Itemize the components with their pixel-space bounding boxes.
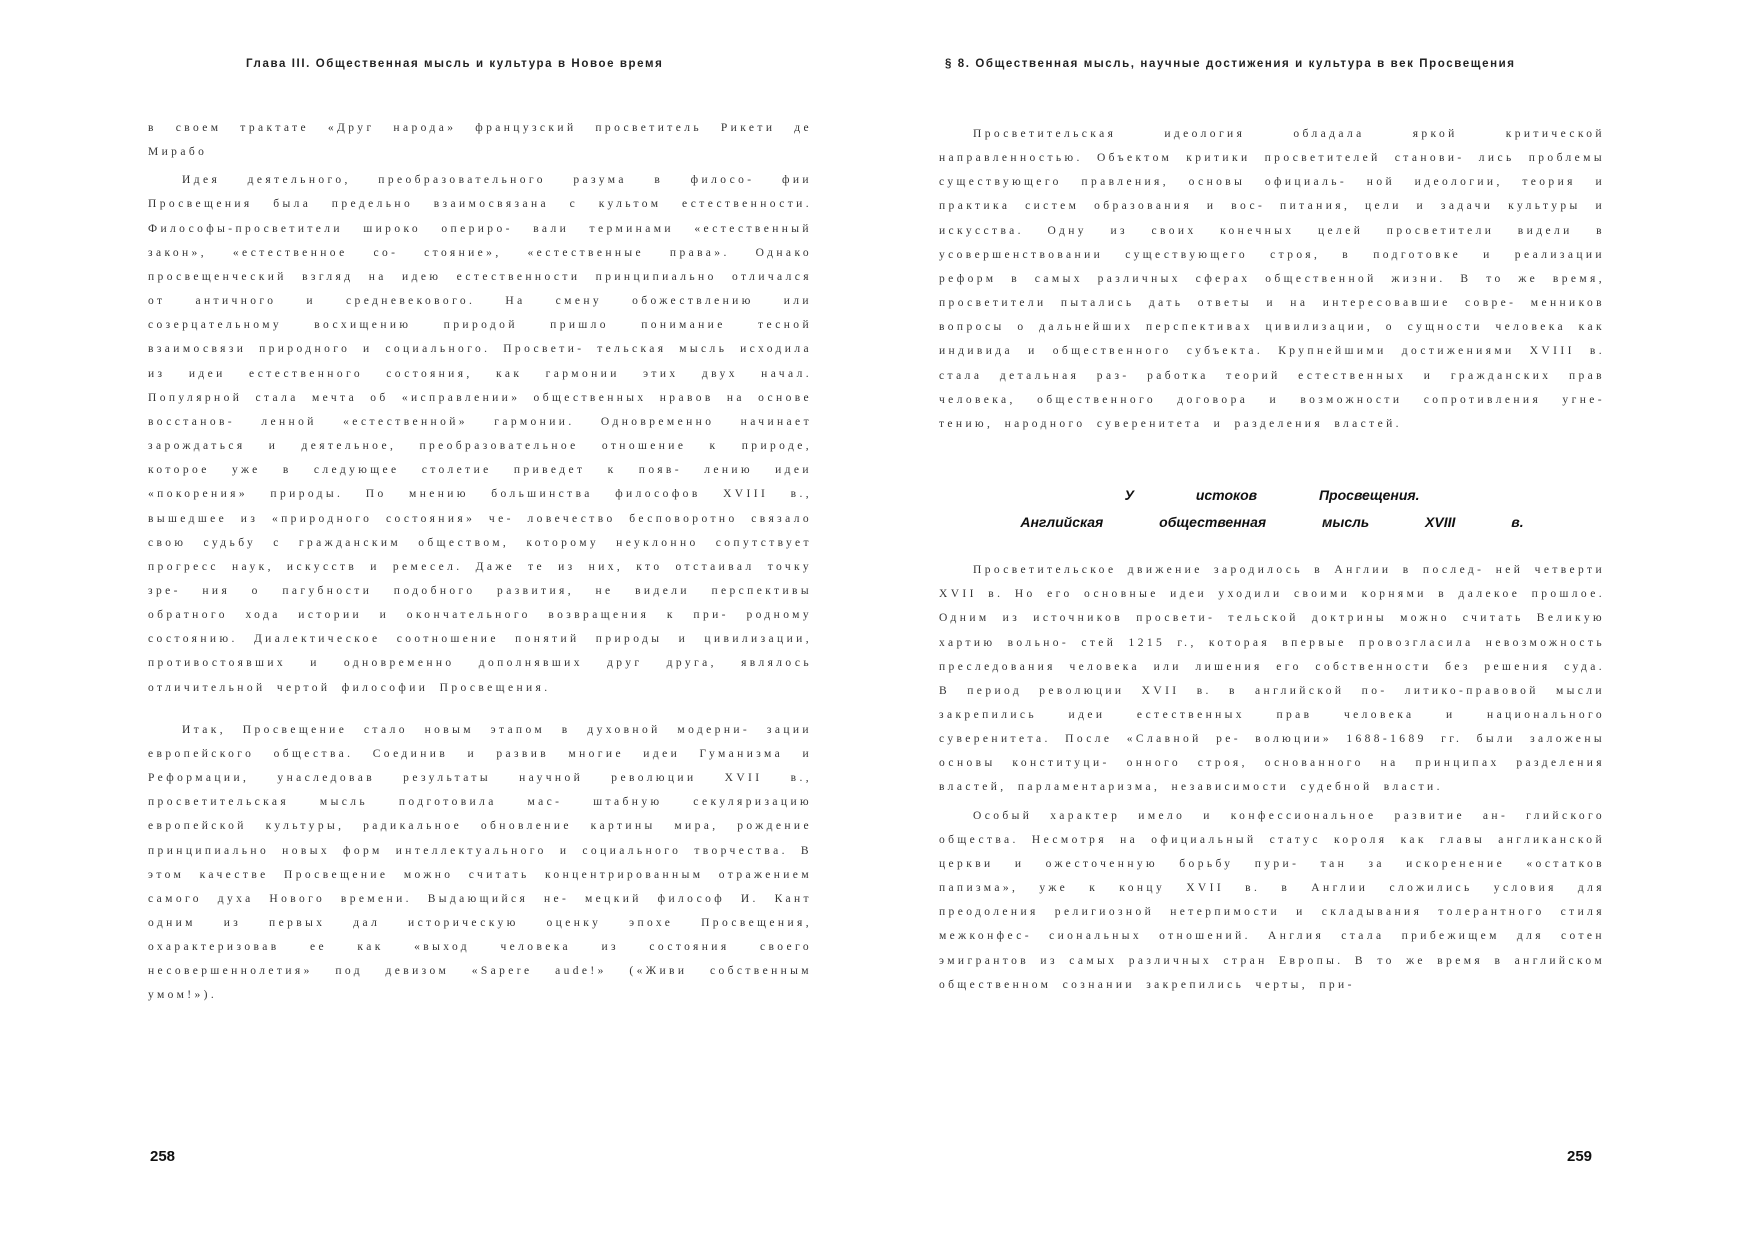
paragraph: Просветительское движение зародилось в Англии в послед- ней четверти XVII в. Но его основные идеи уходили своими корнями в далекое прошлое. Одним из источников просвети- тельской доктрины можно считать Великую хартию вольно- стей 1215 г., которая впервые провозгласила невозможность преследования человека или лишения его собственности без решения суда. В период революции XVII в. в английской по- литико-правовой мысли закрепились идеи естественных прав человека и национального суверенитета. После «Славной ре- волюции» 1688-1689 гг. были заложены основы конституци- онного строя, основанного на принципах разделения властей, парламентаризма, независимости судебной власти. xyxy=(939,564,1605,794)
left-text-column xyxy=(148,116,812,1008)
paragraph: Идея деятельного, преобразовательного разума в филосо- фии Просвещения была предельно взаимосвязана с культом естественности. Философы-просветители широко опериро- вали терминами «естественный закон», «естественное со- стояние», «естественные права». Однако просвещенческий взгляд на идею естественности принципиально отличался от античного и средневекового. На смену обожествлению или созерцательному восхищению природой пришло понимание тесной взаимосвязи природного и социального. Просвети- тельская мысль исходила из идеи естественного состояния, как гармонии этих двух начал. Популярной стала мечта об «исправлении» общественных нравов на основе восстанов- ленной «естественной» гармонии. Одновременно начинает зарождаться и деятельное, преобразовательное отношение к природе, которое уже в следующее столетие приведет к появ- лению идеи «покорения» природы. По мнению большинства философов XVIII в., вышедшее из «природного состояния» че- ловечество бесповоротно связало свою судьбу с гражданским обществом, которому неуклонно сопутствует прогресс наук, искусств и ремесел. Даже те из них, кто отстаивал точку зре- ния о пагубности подобного развития, не видели перспективы обратного хода истории и окончательного возвращения к при- родному состоянию. Диалектическое соотношение понятий природы и цивилизации, противостоявших и одновременно дополнявших друг друга, являлось отличительной чертой философии Просвещения. xyxy=(148,174,812,694)
running-header-left: Глава III. Общественная мысль и культура в Новое время xyxy=(246,58,664,70)
paragraph: в своем трактате «Друг народа» французский просветитель Рикети де Мирабо xyxy=(148,122,812,159)
right-text-column xyxy=(939,122,1605,997)
paragraph: Просветительская идеология обладала яркой критической направленностью. Объектом критики просветителей станови- лись проблемы существующего правления, основы официаль- ной идеологии, теория и практика систем образования и вос- питания, цели и задачи культуры и искусства. Одну из своих конечных целей просветители видели в усовершенствовании существующего строя, в подготовке и реализации реформ в самых различных сферах общественной жизни. В то же время, просветители пытались дать ответы и на интересовавшие совре- менников вопросы о дальнейших перспективах цивилизации, о сущности человека как индивида и общественного субъекта. Крупнейшими достижениями XVIII в. стала детальная раз- работка теорий естественных и гражданских прав человека, общественного договора и возможности сопротивления угне- тению, народного суверенитета и разделения властей. xyxy=(939,128,1605,430)
section-heading xyxy=(939,482,1605,536)
page-number-left: 258 xyxy=(150,1148,176,1165)
right-page xyxy=(877,0,1754,1239)
section-heading-line-1: У истоков Просвещения. xyxy=(1124,487,1420,504)
section-heading-line-2: Английская общественная мысль XVIII в. xyxy=(1020,514,1524,531)
running-header-right: § 8. Общественная мысль, научные достижения и культура в век Просвещения xyxy=(945,58,1516,70)
page-number-right: 259 xyxy=(1567,1148,1593,1165)
paragraph: Итак, Просвещение стало новым этапом в духовной модерни- зации европейского общества. Соединив и развив многие идеи Гуманизма и Реформации, унаследовав результаты научной революции XVII в., просветительская мысль подготовила мас- штабную секуляризацию европейской культуры, радикальное обновление картины мира, рождение принципиально новых форм интеллектуального и социального творчества. В этом качестве Просвещение можно считать концентрированным отражением самого духа Нового времени. Выдающийся не- мецкий философ И. Кант одним из первых дал историческую оценку эпохе Просвещения, охарактеризовав ее как «выход человека из состояния своего несовершеннолетия» под девизом «Sapere aude!» («Живи собственным умом!»). xyxy=(148,723,812,1002)
paragraph: Особый характер имело и конфессиональное развитие ан- глийского общества. Несмотря на официальный статус короля как главы англиканской церкви и ожесточенную борьбу пури- тан за искоренение «остатков папизма», уже к концу XVII в. в Англии сложились условия для преодоления религиозной нетерпимости и складывания толерантного стиля межконфес- сиональных отношений. Англия стала прибежищем для сотен эмигрантов из самых различных стран Европы. В то же время в английском общественном сознании закрепились черты, при- xyxy=(939,809,1605,991)
